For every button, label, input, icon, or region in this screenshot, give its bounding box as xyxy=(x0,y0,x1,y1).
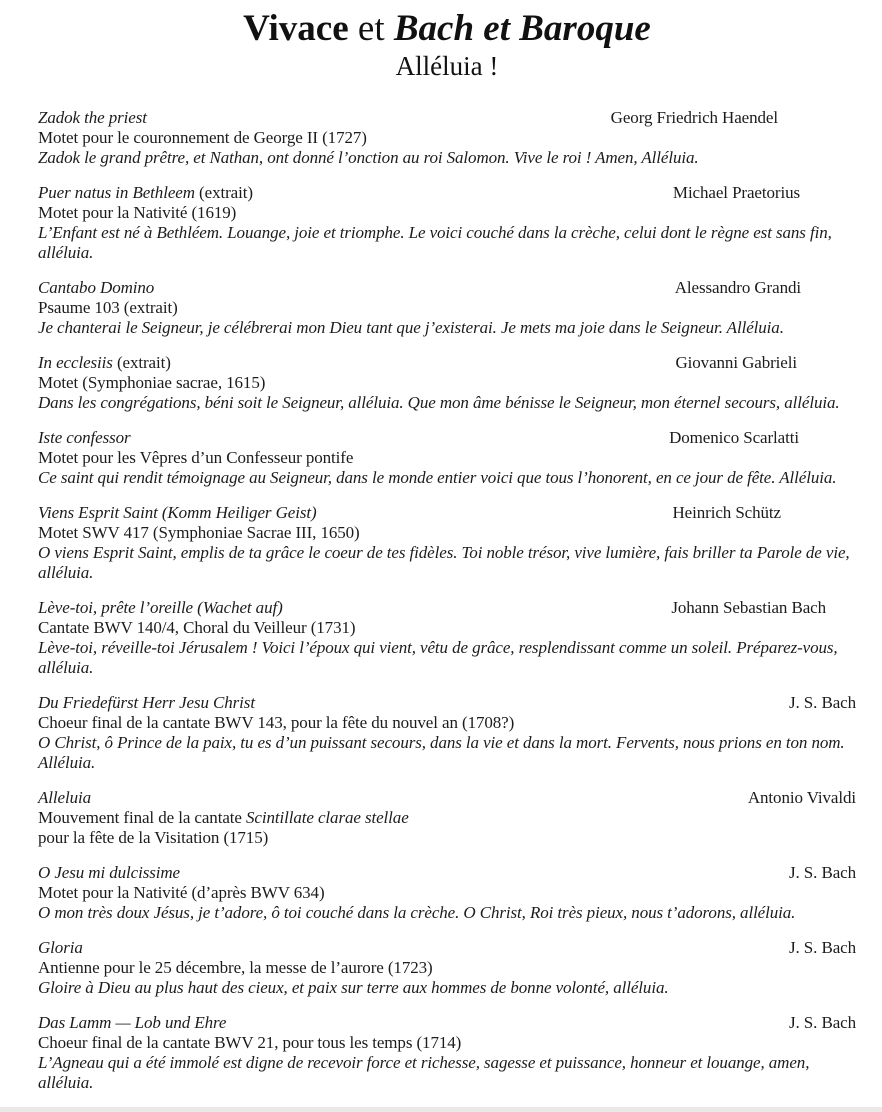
program-entry xyxy=(38,788,856,848)
program-entry xyxy=(38,503,856,583)
work-detail: Motet pour le couronnement de George II (1727) xyxy=(38,128,367,147)
work-title-group xyxy=(38,863,180,883)
work-description: O viens Esprit Saint, emplis de ta grâce le coeur de tes fidèles. Toi noble trésor, vive lumière, fais briller ta Parole de vie, alléluia. xyxy=(38,543,850,582)
program-entry xyxy=(38,863,856,923)
work-detail: Psaume 103 (extrait) xyxy=(38,298,178,317)
work-detail: Antienne pour le 25 décembre, la messe de l’aurore (1723) xyxy=(38,958,433,977)
work-title: Cantabo Domino xyxy=(38,278,155,297)
composer-name: Heinrich Schütz xyxy=(672,503,781,522)
work-title-group xyxy=(38,183,253,203)
page-title xyxy=(38,8,856,50)
work-description: Je chanterai le Seigneur, je célébrerai mon Dieu tant que j’existerai. Je mets ma joie dans le Seigneur. Alléluia. xyxy=(38,318,784,337)
work-detail-line xyxy=(38,203,856,223)
work-detail-line xyxy=(38,618,856,638)
work-description: Zadok le grand prêtre, et Nathan, ont donné l’onction au roi Salomon. Vive le roi ! Amen, Alléluia. xyxy=(38,148,699,167)
entry-header xyxy=(38,503,856,523)
work-detail: Cantate BWV 140/4, Choral du Veilleur (1731) xyxy=(38,618,356,637)
composer-name: Antonio Vivaldi xyxy=(747,788,856,807)
work-detail: Motet pour les Vêpres d’un Confesseur pontife xyxy=(38,448,354,467)
work-title: Iste confessor xyxy=(38,428,131,447)
program-entry xyxy=(38,428,856,488)
work-description: L’Enfant est né à Bethléem. Louange, joie et triomphe. Le voici couché dans la crèche, celui dont le règne est sans fin, alléluia. xyxy=(38,223,832,262)
work-title-group xyxy=(38,428,131,448)
entry-header xyxy=(38,108,856,128)
program-entry xyxy=(38,278,856,338)
entry-header xyxy=(38,183,856,203)
entry-header xyxy=(38,693,856,713)
work-title-group xyxy=(38,938,83,958)
work-detail-line xyxy=(38,523,856,543)
work-title: O Jesu mi dulcissime xyxy=(38,863,181,882)
work-title: In ecclesiis xyxy=(38,353,113,372)
work-title: Viens Esprit Saint (Komm Heiliger Geist) xyxy=(38,503,317,522)
page-subtitle: Alléluia ! xyxy=(395,51,499,81)
work-title-group xyxy=(38,598,283,618)
composer-name: J. S. Bach xyxy=(788,693,856,712)
work-detail: Motet SWV 417 (Symphoniae Sacrae III, 1650) xyxy=(38,523,360,542)
work-title: Gloria xyxy=(38,938,83,957)
program-entry xyxy=(38,108,856,168)
work-description: Dans les congrégations, béni soit le Seigneur, alléluia. Que mon âme bénisse le Seigneur, mon éternel secours, alléluia. xyxy=(38,393,840,412)
work-detail-line xyxy=(38,373,856,393)
composer-name: Johann Sebastian Bach xyxy=(671,598,826,617)
work-title-group xyxy=(38,693,255,713)
work-detail: Motet pour la Nativité (1619) xyxy=(38,203,237,222)
work-description: O mon très doux Jésus, je t’adore, ô toi couché dans la crèche. O Christ, Roi très pieux, nous t’adorons, alléluia. xyxy=(38,903,796,922)
composer-name: Michael Praetorius xyxy=(672,183,800,202)
work-detail-line xyxy=(38,808,856,828)
work-detail: Motet (Symphoniae sacrae, 1615) xyxy=(38,373,266,392)
work-title-group xyxy=(38,1013,226,1033)
work-detail-line xyxy=(38,883,856,903)
work-title: Lève-toi, prête l’oreille (Wachet auf) xyxy=(38,598,283,617)
work-detail: Choeur final de la cantate BWV 21, pour tous les temps (1714) xyxy=(38,1033,462,1052)
work-title: Du Friedefürst Herr Jesu Christ xyxy=(38,693,255,712)
entry-header xyxy=(38,1013,856,1033)
entry-header xyxy=(38,278,856,298)
work-title-group xyxy=(38,788,91,808)
title-vivace: Vivace xyxy=(243,8,349,49)
work-detail-line2: pour la fête de la Visitation (1715) xyxy=(38,828,269,847)
work-title: Alleluia xyxy=(38,788,92,807)
work-title-group xyxy=(38,353,171,373)
work-title: Puer natus in Bethleem xyxy=(38,183,195,202)
composer-name: Georg Friedrich Haendel xyxy=(610,108,778,127)
page-bottom-edge xyxy=(0,1107,882,1112)
work-title: Das Lamm — Lob und Ehre xyxy=(38,1013,227,1032)
work-detail: Motet pour la Nativité (d’après BWV 634) xyxy=(38,883,325,902)
work-title-group xyxy=(38,278,154,298)
entry-header xyxy=(38,938,856,958)
work-detail-line xyxy=(38,1033,856,1053)
work-description: O Christ, ô Prince de la paix, tu es d’un puissant secours, dans la vie et dans la mort. Fervents, nous prions en ton nom. Alléluia. xyxy=(38,733,845,772)
program-entry xyxy=(38,693,856,773)
work-detail-line xyxy=(38,128,856,148)
work-detail-line xyxy=(38,958,856,978)
work-detail-line xyxy=(38,448,856,468)
entry-header xyxy=(38,353,856,373)
program-entry xyxy=(38,938,856,998)
title-bach-et-baroque: Bach et Baroque xyxy=(393,8,651,49)
composer-name: J. S. Bach xyxy=(788,863,856,882)
title-connector: et xyxy=(348,8,394,49)
work-title-suffix: (extrait) xyxy=(194,183,253,202)
work-title-suffix: (extrait) xyxy=(112,353,171,372)
work-detail: Choeur final de la cantate BWV 143, pour la fête du nouvel an (1708?) xyxy=(38,713,515,732)
program-entry xyxy=(38,1013,856,1093)
composer-name: Domenico Scarlatti xyxy=(669,428,799,447)
entry-header xyxy=(38,428,856,448)
work-title-group xyxy=(38,503,317,523)
work-title: Zadok the priest xyxy=(38,108,147,127)
program-header xyxy=(38,8,856,82)
program-entry xyxy=(38,183,856,263)
entry-header xyxy=(38,863,856,883)
composer-name: Giovanni Gabrieli xyxy=(675,353,797,372)
work-description: Gloire à Dieu au plus haut des cieux, et paix sur terre aux hommes de bonne volonté, alléluia. xyxy=(38,978,669,997)
work-description: Lève-toi, réveille-toi Jérusalem ! Voici l’époux qui vient, vêtu de grâce, resplendissant comme un soleil. Préparez-vous, alléluia. xyxy=(38,638,838,677)
work-detail: Mouvement final de la cantate xyxy=(38,808,246,827)
composer-name: Alessandro Grandi xyxy=(674,278,801,297)
work-description: L’Agneau qui a été immolé est digne de recevoir force et richesse, sagesse et puissance, honneur et louange, amen, alléluia. xyxy=(38,1053,810,1092)
work-detail-line xyxy=(38,713,856,733)
entry-header xyxy=(38,598,856,618)
composer-name: J. S. Bach xyxy=(788,1013,856,1032)
composer-name: J. S. Bach xyxy=(788,938,856,957)
program-entry xyxy=(38,598,856,678)
work-description: Ce saint qui rendit témoignage au Seigneur, dans le monde entier voici que tous l’honorent, en ce jour de fête. Alléluia. xyxy=(38,468,837,487)
entry-header xyxy=(38,788,856,808)
work-title-group xyxy=(38,108,147,128)
program-entries xyxy=(38,108,856,1093)
work-detail-italic: Scintillate clarae stellae xyxy=(246,808,409,827)
program-entry xyxy=(38,353,856,413)
work-detail-line xyxy=(38,298,856,318)
